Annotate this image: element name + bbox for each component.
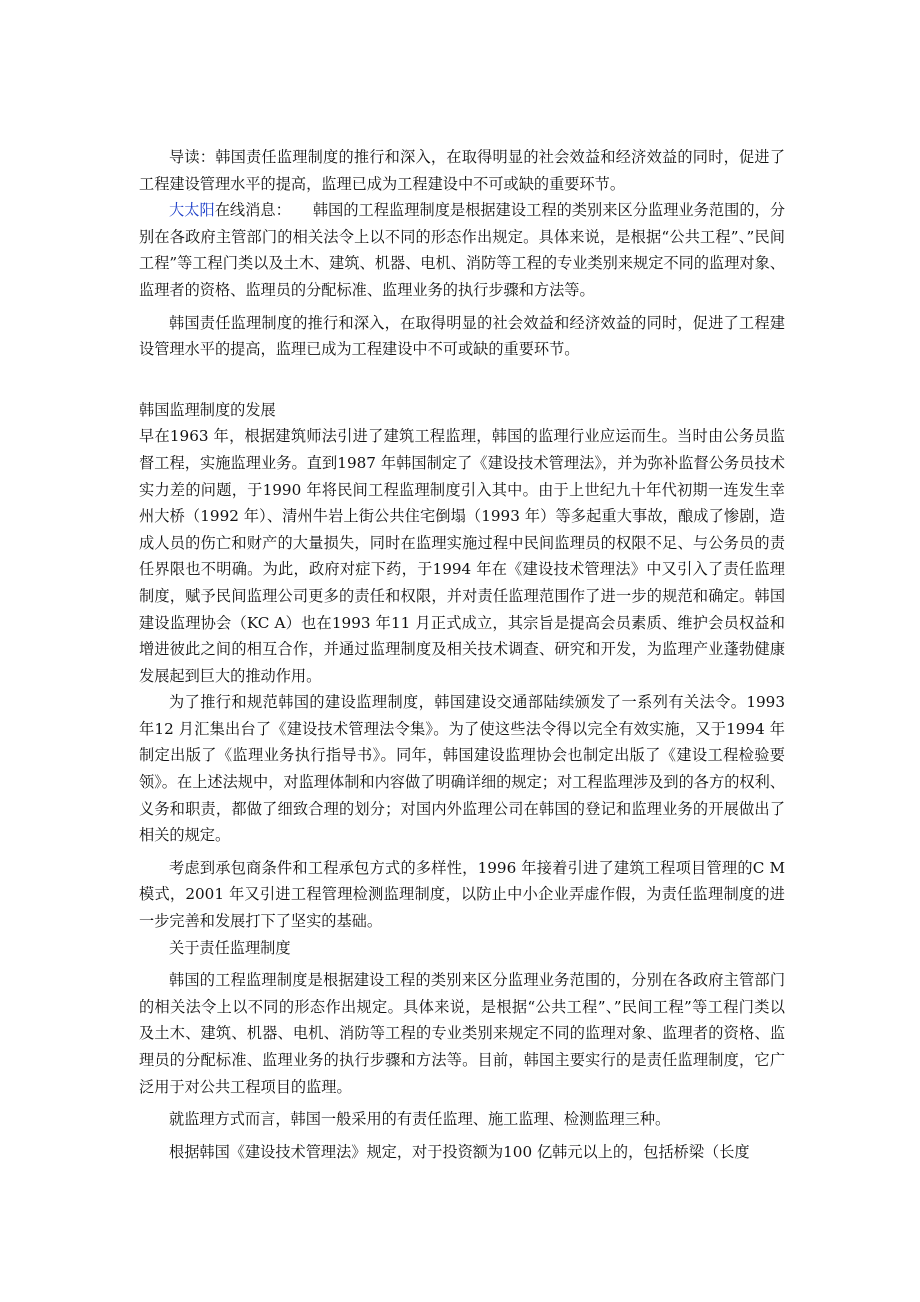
scope-paragraph: 韩国的工程监理制度是根据建设工程的类别来区分监理业务范围的，分别在各政府主管部门的相关法令上以不同的形态作出规定。具体来说，是根据“公共工程”、”民间工程”等工程门类以及土木、建筑、机器、电机、消防等工程的专业类别来规定不同的监理对象、监理者的资格、监理员的分配标准、监理业务的执行步骤和方法等。目前，韩国主要实行的是责任监理制度，它广泛用于对公共工程项目的监理。 [139, 971, 785, 1096]
intro-paragraph: 导读：韩国责任监理制度的推行和深入，在取得明显的社会效益和经济效益的同时，促进了工程建设管理水平的提高，监理已成为工程建设中不可或缺的重要环节。 [139, 148, 785, 193]
news-body: 韩国的工程监理制度是根据建设工程的类别来区分监理业务范围的，分别在各政府主管部门的相关法令上以不同的形态作出规定。具体来说，是根据“公共工程”、”民间工程”等工程门类以及土木、建筑、机器、电机、消防等工程的专业类别来规定不同的监理对象、监理者的资格、监理员的分配标准、监理业务的执行步骤和方法等。 [139, 201, 786, 299]
methods-paragraph: 就监理方式而言，韩国一般采用的有责任监理、施工监理、检测监理三种。 [169, 1110, 671, 1129]
cm-paragraph: 考虑到承包商条件和工程承包方式的多样性，1996 年接着引进了建筑工程项目管理的C M 模式，2001 年又引进工程管理检测监理制度，以防止中小企业弄虚作假，为责任监理制度的进一步完善和发展打下了坚实的基础。 [139, 858, 785, 931]
source-suffix: 在线消息： [214, 201, 291, 220]
summary-paragraph: 韩国责任监理制度的推行和深入，在取得明显的社会效益和经济效益的同时，促进了工程建设管理水平的提高，监理已成为工程建设中不可或缺的重要环节。 [139, 313, 785, 359]
section-heading-development: 韩国监理制度的发展 [139, 400, 276, 419]
laws-paragraph: 为了推行和规范韩国的建设监理制度，韩国建设交通部陆续颁发了一系列有关法令。1993 年12 月汇集出台了《建设技术管理法令集》。为了使这些法令得以完全有效实施，又于1994 年制定出版了《监理业务执行指导书》。同年，韩国建设监理协会也制定出版了《建设工程检验要领》。在上述法规中，对监理体制和内容做了明确详细的规定；对工程监理涉及到的各方的权利、义务和职责，都做了细致合理的划分；对国内外监理公司在韩国的登记和监理业务的开展做出了相关的规定。 [139, 693, 785, 845]
investment-paragraph: 根据韩国《建设技术管理法》规定，对于投资额为100 亿韩元以上的，包括桥梁（长度 [169, 1142, 750, 1161]
news-paragraph [139, 197, 785, 303]
source-link[interactable]: 大太阳 [169, 201, 215, 220]
document-page [139, 144, 785, 1165]
section-heading-responsibility: 关于责任监理制度 [169, 938, 291, 957]
history-paragraph: 早在1963 年，根据建筑师法引进了建筑工程监理，韩国的监理行业应运而生。当时由公务员监督工程，实施监理业务。直到1987 年韩国制定了《建设技术管理法》，并为弥补监督公务员技术实力差的问题，于1990 年将民间工程监理制度引入其中。由于上世纪九十年代初期一连发生幸州大桥（1992 年）、清州牛岩上街公共住宅倒塌（1993 年）等多起重大事故，酿成了惨剧，造成人员的伤亡和财产的大量损失，同时在监理实施过程中民间监理员的权限不足、与公务员的责任界限也不明确。为此，政府对症下药，于1994 年在《建设技术管理法》中又引入了责任监理制度，赋予民间监理公司更多的责任和权限，并对责任监理范围作了进一步的规范和确定。韩国建设监理协会（KC A）也在1993 年11 月正式成立，其宗旨是提高会员素质、维护会员权益和增进彼此之间的相互合作，并通过监理制度及相关技术调查、研究和开发，为监理产业蓬勃健康发展起到巨大的推动作用。 [139, 427, 785, 685]
